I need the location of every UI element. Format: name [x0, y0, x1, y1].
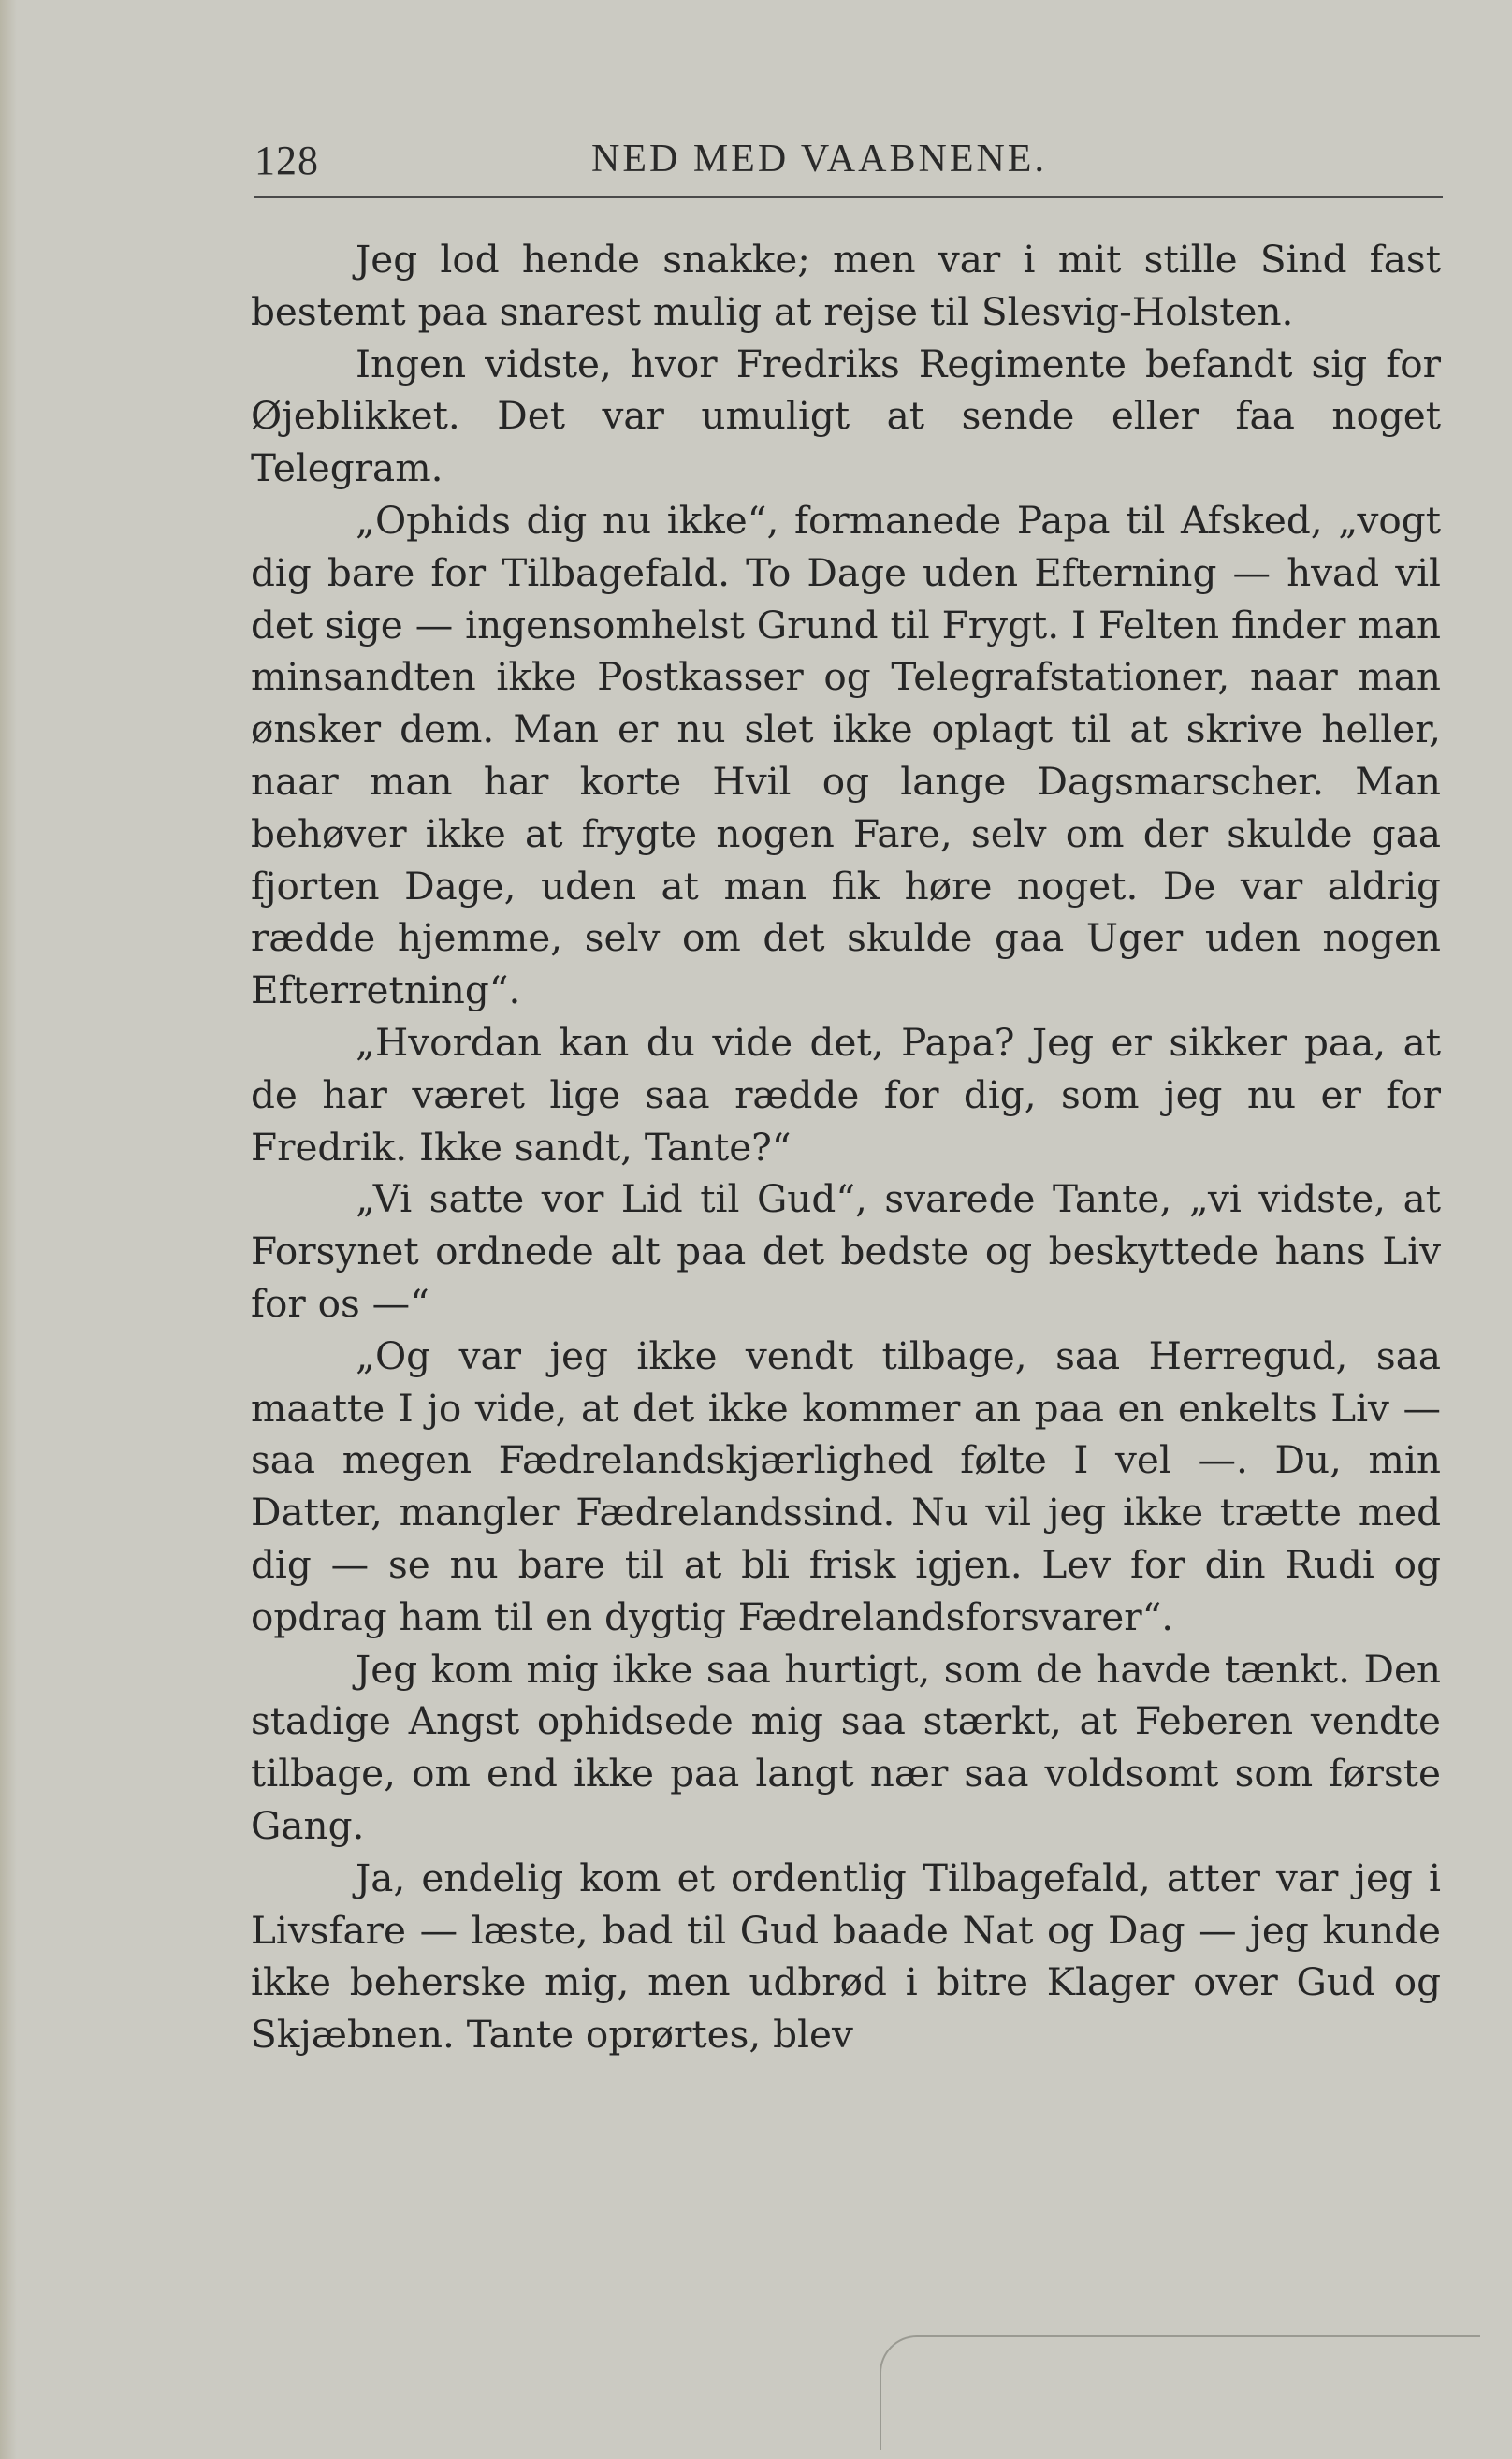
paragraph: „Hvordan kan du vide det, Papa? Jeg er sikker paa, at de har været lige saa rædde for dig, som jeg nu er for Fredrik. Ikke sandt, Tante?“ — [251, 1019, 1441, 1170]
page-header — [254, 131, 1443, 198]
paragraph: Jeg lod hende snakke; men var i mit stille Sind fast bestemt paa snarest mulig at rejse til Slesvig-Holsten. — [251, 237, 1441, 334]
library-stamp-outline — [880, 2335, 1480, 2450]
paragraph: „Vi satte vor Lid til Gud“, svarede Tante, „vi vidste, at Forsynet ordnede alt paa det bedste og beskyttede hans Liv for os —“ — [251, 1176, 1441, 1326]
paragraph: „Og var jeg ikke vendt tilbage, saa Herregud, saa maatte I jo vide, at det ikke kommer an paa en enkelts Liv — saa megen Fædrelandskjærlighed følte I vel —. Du, min Datter, mangler Fædrelandssind. Nu vil jeg ikke trætte med dig — se nu bare til at bli frisk igjen. Lev for din Rudi og opdrag ham til en dygtig Fædrelandsforsvarer“. — [251, 1332, 1441, 1639]
running-title: NED MED VAABNENE. — [591, 138, 1047, 181]
page-spine-edge — [0, 0, 17, 2459]
body-text — [251, 234, 1441, 2061]
paragraph: Ja, endelig kom et ordentlig Tilbagefald, atter var jeg i Livsfare — læste, bad til Gud baade Nat og Dag — jeg kunde ikke beherske mig, men udbrød i bitre Klager over Gud og Skjæbnen. Tante oprørtes, blev — [251, 1855, 1441, 2058]
paragraph: Ingen vidste, hvor Fredriks Regimente befandt sig for Øjeblikket. Det var umuligt at sende eller faa noget Telegram. — [251, 341, 1441, 491]
paragraph: „Ophids dig nu ikke“, formanede Papa til Afsked, „vogt dig bare for Tilbagefald. To Dage uden Efterning — hvad vil det sige — ingensomhelst Grund til Frygt. I Felten finder man minsandten ikke Postkasser og Telegrafstationer, naar man ønsker dem. Man er nu slet ikke oplagt til at skrive heller, naar man har korte Hvil og lange Dagsmarscher. Man behøver ikke at frygte nogen Fare, selv om der skulde gaa fjorten Dage, uden at man fik høre noget. De var aldrig rædde hjemme, selv om det skulde gaa Uger uden nogen Efterretning“. — [251, 497, 1441, 1013]
page-number: 128 — [254, 138, 319, 183]
paragraph: Jeg kom mig ikke saa hurtigt, som de havde tænkt. Den stadige Angst ophidsede mig saa stærkt, at Feberen vendte tilbage, om end ikke paa langt nær saa voldsomt som første Gang. — [251, 1646, 1441, 1848]
